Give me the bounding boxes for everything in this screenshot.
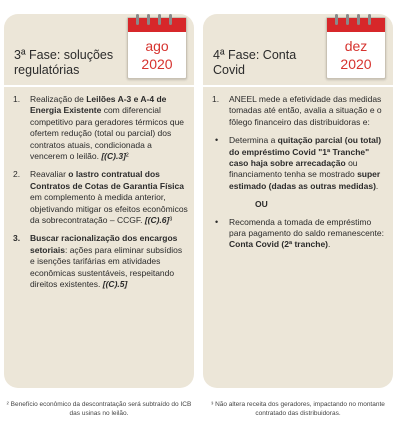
bullet-item (209, 217, 387, 251)
emphasis-text: [(C).3] (101, 151, 126, 162)
phase-4-intro: ANEEL mede a efetividade das medidas tomadas até então, avalia a situação e o fôlego financeiro das distribuidoras e: (229, 94, 382, 127)
phase-4-title: 4ª Fase: Conta Covid (213, 48, 297, 77)
emphasis-text: Conta Covid (2ª tranche) (229, 239, 329, 250)
phase-3-card (4, 14, 194, 388)
text-segment: ou financiamento tenha se mostrado (229, 158, 358, 180)
emphasis-text: o lastro contratual dos Contratos de Cotas de Garantia Física (30, 169, 184, 191)
text-segment: Recomenda a tomada de empréstimo para pagamento do saldo remanescente: (229, 216, 384, 239)
bullet-icon: • (215, 216, 219, 227)
text-segment: . (375, 180, 379, 191)
calendar-month: ago (145, 38, 169, 54)
emphasis-text: [(C).6] (144, 215, 170, 226)
bullet-text (229, 135, 381, 191)
calendar-icon (127, 17, 187, 79)
or-separator: OU (255, 199, 268, 210)
list-item-text (30, 94, 184, 161)
list-number: 1. (212, 94, 220, 104)
text-segment: : ações para eliminar subsídios e isenções tarifárias em atividades econômicas sustentáveis, respeitando direitos existentes. (30, 244, 183, 290)
footnote-3: ³ Não altera receita dos geradores, impactando no montante contratado das distribuidoras. (211, 401, 385, 417)
emphasis-text: quitação parcial (ou total) do empréstimo Covid "1ª Tranche" caso haja sobre arrecadação (229, 135, 382, 169)
text-segment: Determina a (229, 135, 278, 146)
bullet-icon: • (215, 135, 219, 146)
footnote-2: ² Benefício econômico da descontratação será subtraído do ICB das usinas no leilão. (6, 401, 192, 417)
text-segment: em complemento à medida anterior, objetivando mitigar os efeitos econômicos da sobrecontratação – CCGF. (30, 192, 188, 226)
list-item (209, 94, 387, 128)
phase-3-measures-list (10, 94, 188, 298)
list-item (10, 233, 188, 290)
phase-4-measures-list (209, 94, 387, 258)
list-number: 2. (13, 169, 21, 180)
bullet-item (209, 135, 387, 192)
phase-4-card (203, 14, 393, 388)
list-number: 1. (13, 94, 21, 104)
list-item (10, 94, 188, 162)
emphasis-text: [(C).5] (102, 279, 128, 290)
calendar-year: 2020 (340, 56, 372, 72)
phase-3-title: 3ª Fase: soluções regulatórias (14, 48, 114, 77)
emphasis-text: Leilões A-3 e A-4 de Energia Existente (30, 94, 167, 116)
emphasis-text: super estimado (dadas as outras medidas) (229, 169, 381, 191)
calendar-month: dez (344, 38, 368, 54)
text-segment: com diferencial competitivo para geradores térmicos que ofertem redução (total ou parcial) dos contratos atuais, condicionada a vencerem o leilão. (30, 105, 185, 162)
list-item (10, 169, 188, 226)
emphasis-text: Buscar racionalização dos encargos setoriais (30, 233, 178, 255)
text-segment: . (328, 239, 331, 250)
calendar-icon (326, 17, 386, 79)
title-divider (203, 85, 393, 87)
bullet-text (229, 217, 384, 250)
list-number: 3. (13, 233, 21, 244)
list-item-text (30, 233, 182, 289)
list-item-text (30, 169, 188, 225)
text-segment: ³ (169, 215, 173, 226)
title-divider (4, 85, 194, 87)
calendar-year: 2020 (141, 56, 173, 72)
text-segment: ² (125, 151, 129, 162)
text-segment: Realização de (30, 94, 87, 104)
text-segment: Reavaliar (30, 169, 69, 180)
